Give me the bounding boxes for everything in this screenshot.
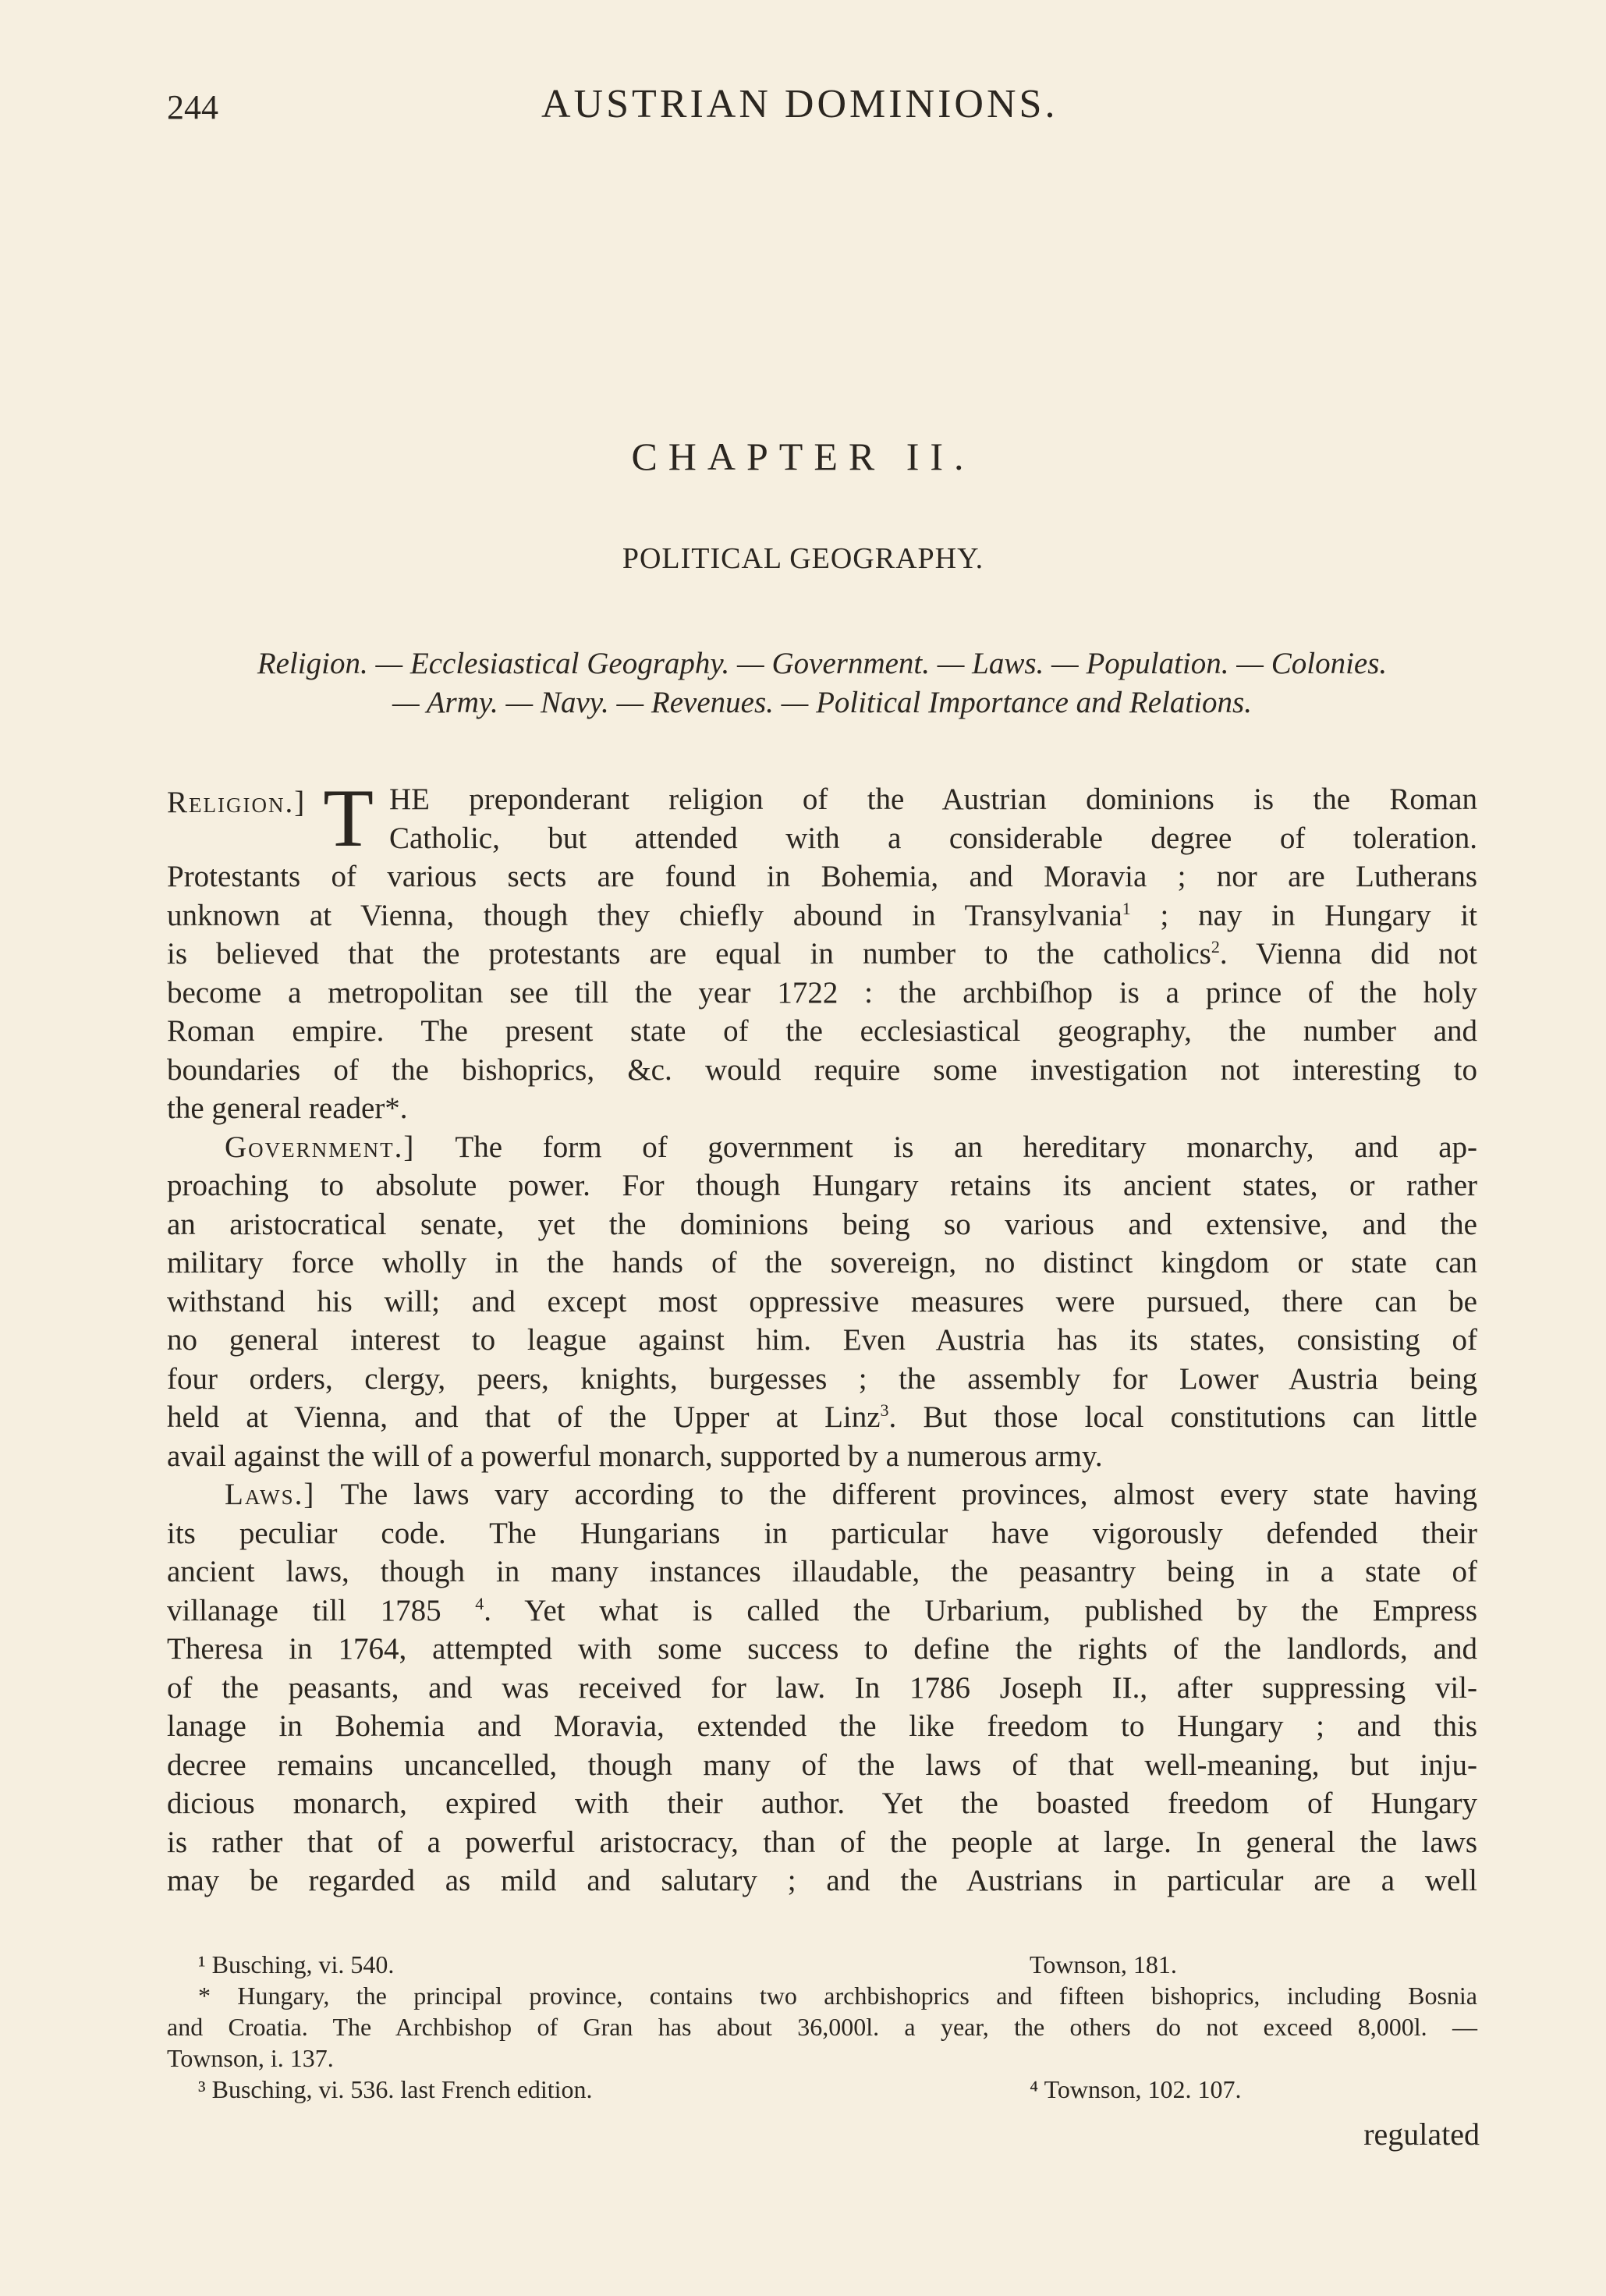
text-line: military force wholly in the hands of the sovereign, no distinct kingdom or state can: [167, 1246, 1477, 1279]
paragraph-religion: [167, 772, 1477, 1128]
text-line: an aristocratical senate, yet the dominions being so various and extensive, and the: [167, 1207, 1477, 1241]
text-line: Laws.] The laws vary according to the different provinces, almost every state having: [225, 1478, 1477, 1511]
text-line: decree remains uncancelled, though many of the laws of that well-meaning, but inju-: [167, 1748, 1477, 1782]
footnote-star-line: * Hungary, the principal province, contains two archbishoprics and fifteen bishoprics, including Bosnia: [198, 1982, 1477, 2010]
text-line: ancient laws, though in many instances illaudable, the peasantry being in a state of: [167, 1555, 1477, 1588]
footnote-ref: 2: [1211, 937, 1220, 956]
footnote-row: [167, 2074, 1477, 2105]
text-line: lanage in Bohemia and Moravia, extended the like freedom to Hungary ; and this: [167, 1709, 1477, 1743]
running-head: [167, 76, 1477, 131]
text-line: unknown at Vienna, though they chiefly abound in Transylvania$^1$ ; nay in Hungary it: [167, 898, 1477, 932]
contents-line: Religion. — Ecclesiastical Geography. — Government. — Laws. — Population. — Colonies.: [257, 647, 1388, 680]
chapter-title: CHAPTER II.: [631, 435, 975, 478]
drop-cap: T: [323, 772, 374, 864]
text-line: its peculiar code. The Hungarians in particular have vigorously defended their: [167, 1516, 1477, 1550]
text-line: may be regarded as mild and salutary ; and the Austrians in particular are a well: [167, 1864, 1477, 1897]
text-line: no general interest to league against him. Even Austria has its states, consisting of: [167, 1323, 1477, 1357]
footnote-ref: 4: [475, 1593, 484, 1613]
running-title: AUSTRIAN DOMINIONS.: [541, 82, 1058, 126]
footnote-star-line: Townson, i. 137.: [167, 2044, 334, 2072]
footnotes: [167, 1949, 1477, 2105]
text-line: Theresa in 1764, attempted with some success to define the rights of the landlords, and: [167, 1632, 1477, 1666]
text-line: become a metropolitan see till the year 1722 : the archbiſhop is a prince of the holy: [167, 975, 1477, 1010]
heading-religion: Religion.]: [167, 786, 307, 819]
section-title: POLITICAL GEOGRAPHY.: [622, 542, 984, 575]
text-line: villanage till 1785 $^4$. Yet what is called the Urbarium, published by the Empress: [167, 1593, 1478, 1627]
text-line: four orders, clergy, peers, knights, burgesses ; the assembly for Lower Austria being: [167, 1361, 1477, 1396]
footnote-2: Townson, 181.: [1030, 1950, 1177, 1978]
text-line: boundaries of the bishoprics, &c. would require some investigation not interesting to: [167, 1052, 1477, 1087]
text-line: proaching to absolute power. For though Hungary retains its ancient states, or rather: [167, 1169, 1477, 1202]
text-line: withstand his will; and except most oppressive measures were pursued, there can be: [167, 1284, 1477, 1318]
contents-line: — Army. — Navy. — Revenues. — Political Importance and Relations.: [392, 686, 1252, 719]
text-line: HE preponderant religion of the Austrian dominions is the Roman: [388, 782, 1477, 816]
paragraph-government: [167, 1128, 1477, 1476]
chapter-contents: [167, 644, 1477, 722]
catchword: regulated: [1363, 2117, 1480, 2152]
footnote-ref: 3: [880, 1400, 889, 1420]
text-line: dicious monarch, expired with their author. Yet the boasted freedom of Hungary: [167, 1787, 1477, 1820]
text-line: is rather that of a powerful aristocracy, than of the people at large. In general the laws: [167, 1825, 1477, 1859]
text-line: Government.] The form of government is an hereditary monarchy, and ap-: [225, 1130, 1478, 1164]
text-line: held at Vienna, and that of the Upper at Linz$^3$. But those local constitutions can little: [167, 1400, 1477, 1434]
text-line: avail against the will of a powerful monarch, supported by a numerous army.: [167, 1439, 1103, 1473]
text-line: the general reader*.: [167, 1091, 408, 1125]
body-text: [167, 772, 1478, 1900]
footnote-1: ¹ Busching, vi. 540.: [198, 1950, 395, 1978]
page-number: 244: [167, 88, 218, 126]
heading-government: Government.]: [225, 1130, 416, 1164]
paragraph-laws: [167, 1475, 1477, 1900]
text-line: is believed that the protestants are equal in number to the catholics$^2$. Vienna did not: [167, 937, 1477, 971]
text-line: Roman empire. The present state of the ecclesiastical geography, the number and: [167, 1014, 1477, 1048]
text-line: Catholic, but attended with a considerable degree of toleration.: [388, 821, 1477, 855]
text-line: Protestants of various sects are found in Bohemia, and Moravia ; nor are Lutherans: [167, 860, 1477, 893]
footnote-4: ⁴ Townson, 102. 107.: [1030, 2075, 1242, 2103]
footnote-ref: 1: [1122, 898, 1131, 918]
heading-laws: Laws.]: [225, 1478, 316, 1511]
footnote-star-line: and Croatia. The Archbishop of Gran has about 36,000l. a year, the others do not exceed 8,000l. —: [167, 2013, 1477, 2041]
text-line: of the peasants, and was received for law. In 1786 Joseph II., after suppressing vil-: [167, 1670, 1477, 1705]
footnote-row: [167, 1949, 1477, 1980]
footnote-3: ³ Busching, vi. 536. last French edition.: [198, 2075, 593, 2103]
